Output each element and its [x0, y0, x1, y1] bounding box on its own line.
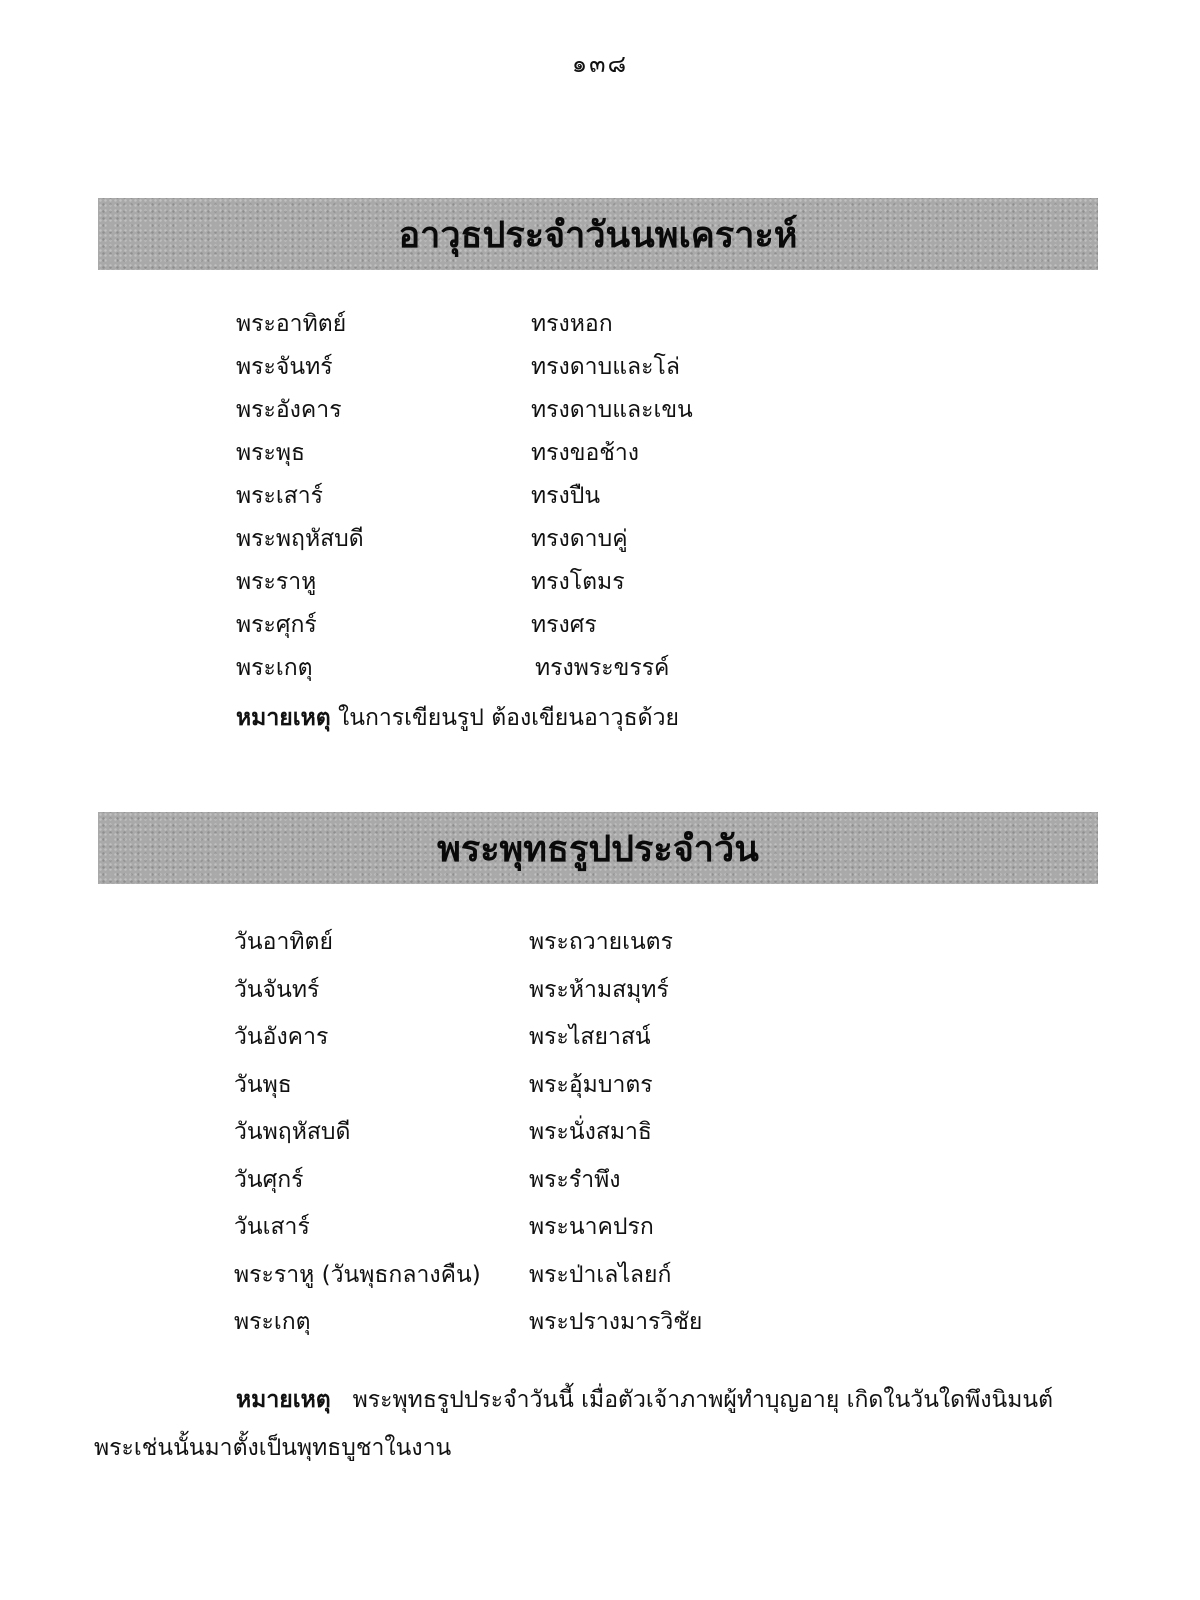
- note-text: ในการเขียนรูป ต้องเขียนอาวุธด้วย: [338, 705, 679, 731]
- list-item: [236, 392, 1096, 435]
- list-item: [236, 478, 1096, 521]
- planet-name: พระจันทร์: [236, 354, 333, 380]
- planet-name: พระศุกร์: [236, 612, 317, 638]
- list-item: [234, 972, 1094, 1020]
- list-item: [234, 1067, 1094, 1115]
- list-item: [234, 1257, 1094, 1305]
- day-name: วันพฤหัสบดี: [234, 1119, 351, 1145]
- list-item: [236, 564, 1096, 607]
- planet-name: พระพุธ: [236, 440, 306, 466]
- buddha-image-name: พระไสยาสน์: [529, 1024, 651, 1050]
- buddha-image-name: พระป่าเลไลยก์: [529, 1261, 672, 1288]
- buddha-image-name: พระอุ้มบาตร: [529, 1071, 653, 1098]
- list-item: [236, 521, 1096, 564]
- planet-name: พระพฤหัสบดี: [236, 526, 364, 552]
- buddha-image-name: พระรำพึง: [529, 1166, 621, 1193]
- buddha-image-name: พระนาคปรก: [529, 1214, 654, 1240]
- day-name: พระเกตุ: [234, 1309, 311, 1335]
- weapon-name: ทรงพระขรรค์: [535, 655, 670, 681]
- day-name: พระราหู (วันพุธกลางคืน): [234, 1261, 481, 1288]
- weapon-name: ทรงดาบคู่: [531, 526, 628, 552]
- section-title-bar-buddha-images: [98, 812, 1098, 884]
- buddha-image-name: พระนั่งสมาธิ: [529, 1119, 652, 1145]
- list-item: [234, 924, 1094, 972]
- list-item: [234, 1162, 1094, 1210]
- note-label: หมายเหตุ: [236, 705, 331, 731]
- list-item: [236, 650, 1096, 693]
- buddha-image-name: พระห้ามสมุทร์: [529, 976, 669, 1003]
- weapons-note: [236, 700, 679, 736]
- weapon-name: ทรงปืน: [531, 483, 601, 509]
- planet-name: พระอังคาร: [236, 397, 342, 423]
- list-item: [234, 1209, 1094, 1257]
- weapon-name: ทรงขอช้าง: [531, 440, 640, 466]
- list-item: [234, 1019, 1094, 1067]
- weapon-name: ทรงดาบและโล่: [531, 354, 680, 380]
- section-title-weapons: อาวุธประจำวันนพเคราะห์: [398, 214, 798, 256]
- buddha-image-name: พระถวายเนตร: [529, 929, 673, 955]
- day-name: วันพุธ: [234, 1071, 292, 1098]
- planet-name: พระเสาร์: [236, 483, 324, 509]
- planet-name: พระเกตุ: [236, 655, 313, 681]
- weapon-name: ทรงศร: [531, 612, 597, 638]
- list-item: [236, 349, 1096, 392]
- note-text: พระพุทธรูปประจำวันนี้ เมื่อตัวเจ้าภาพผู้ทำบุญอายุ เกิดในวันใดพึงนิมนต์พระเช่นนั้นมาตั้งเป็นพุทธบูชาในงาน: [94, 1387, 1054, 1461]
- planet-name: พระอาทิตย์: [236, 311, 347, 337]
- page-number: ๑๓๘: [571, 50, 629, 78]
- section-title-buddha-images: พระพุทธรูปประจำวัน: [437, 828, 759, 870]
- list-item: [234, 1304, 1094, 1352]
- buddha-image-name: พระปรางมารวิชัย: [529, 1309, 703, 1335]
- day-name: วันศุกร์: [234, 1166, 304, 1193]
- list-item: [236, 306, 1096, 349]
- buddha-images-list: [234, 924, 1094, 1352]
- buddha-images-note: [94, 1376, 1086, 1472]
- weapon-name: ทรงหอก: [531, 311, 613, 337]
- list-item: [236, 607, 1096, 650]
- day-name: วันจันทร์: [234, 976, 320, 1003]
- day-name: วันเสาร์: [234, 1214, 310, 1240]
- list-item: [234, 1114, 1094, 1162]
- planet-name: พระราหู: [236, 569, 317, 595]
- note-label: หมายเหตุ: [236, 1387, 331, 1413]
- weapon-name: ทรงโตมร: [531, 569, 625, 595]
- day-name: วันอังคาร: [234, 1024, 329, 1050]
- day-name: วันอาทิตย์: [234, 929, 333, 955]
- list-item: [236, 435, 1096, 478]
- weapons-list: [236, 306, 1096, 693]
- weapon-name: ทรงดาบและเขน: [531, 397, 693, 423]
- section-title-bar-weapons: [98, 198, 1098, 270]
